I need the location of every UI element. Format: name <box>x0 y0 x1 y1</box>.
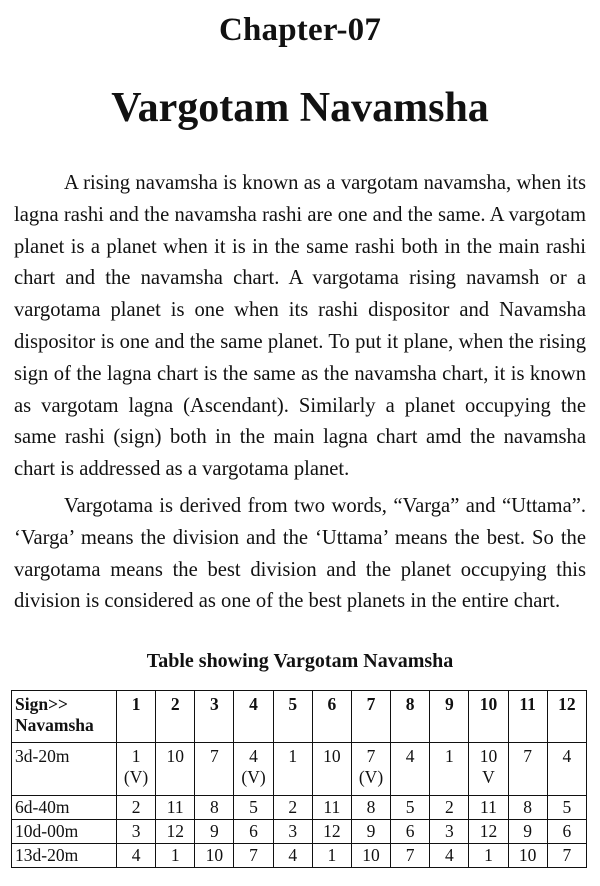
page-title: Vargotam Navamsha <box>111 85 489 131</box>
table-cell: 7 <box>547 844 586 868</box>
chapter-heading: Chapter-07 <box>218 12 382 48</box>
table-cell: 5 <box>547 796 586 820</box>
cell-value: 7 <box>523 746 533 766</box>
table-cell: 3 <box>117 820 156 844</box>
table-row <box>12 796 587 820</box>
table-cell <box>273 743 312 796</box>
cell-value: 4 <box>405 746 415 766</box>
table-cell <box>469 743 508 796</box>
cell-value: 1 <box>288 746 298 766</box>
cell-value: 10 <box>479 746 498 766</box>
table-cell: 4 <box>430 844 469 868</box>
table-cell: 6 <box>391 820 430 844</box>
table-cell: 12 <box>156 820 195 844</box>
paragraph-2: Vargotama is derived from two words, “Varga” and “Uttama”. ‘Varga’ means the division and the ‘Uttama’ means the best. So the vargotama means the best division and the planet occupying this division is considered as one of the best planets in the entire chart. <box>14 495 586 613</box>
table-cell <box>156 743 195 796</box>
column-header: 2 <box>156 691 195 743</box>
table-cell: 2 <box>430 796 469 820</box>
column-header: 7 <box>351 691 390 743</box>
table-cell <box>234 743 273 796</box>
table-cell <box>117 743 156 796</box>
table-cell <box>351 743 390 796</box>
row-label: 13d-20m <box>12 844 117 868</box>
navamsha-header-label: Navamsha <box>15 715 94 735</box>
cell-value: 10 <box>166 746 184 766</box>
cell-value: 1 <box>444 746 454 766</box>
table-cell: 9 <box>351 820 390 844</box>
table-cell: 11 <box>312 796 351 820</box>
column-header: 9 <box>430 691 469 743</box>
table-cell: 12 <box>312 820 351 844</box>
table-cell <box>547 743 586 796</box>
table-cell: 9 <box>508 820 547 844</box>
table-cell: 5 <box>391 796 430 820</box>
table-cell: 10 <box>195 844 234 868</box>
table-cell <box>430 743 469 796</box>
table-cell <box>508 743 547 796</box>
column-header: 6 <box>312 691 351 743</box>
table-cell: 9 <box>195 820 234 844</box>
sign-navamsha-header <box>12 691 117 743</box>
vargotam-mark: (V) <box>358 767 384 787</box>
vargotam-mark: (V) <box>123 767 149 787</box>
column-header: 11 <box>508 691 547 743</box>
cell-value: 1 <box>131 746 141 766</box>
table-cell <box>195 743 234 796</box>
table-cell: 2 <box>117 796 156 820</box>
vargotam-mark: V <box>482 767 495 787</box>
paragraph-1: A rising navamsha is known as a vargotam navamsha, when its lagna rashi and the navamsha rashi are one and the same. A vargotam planet is a planet when it is in the same rashi both in the main rashi chart and the navamsha chart. A vargotama rising navamsh or a vargotama planet is one when its rashi dispositor and Navamsha dispositor is one and the same planet. To put it plane, when the rising sign of the lagna chart is the same as the navamsha chart, it is known as vargotam lagna (Ascendant). Similarly a planet occupying the same rashi (sign) both in the main lagna chart amd the navamsha chart is addressed as a vargotama planet. <box>14 172 586 481</box>
table-cell: 4 <box>273 844 312 868</box>
table-cell: 8 <box>508 796 547 820</box>
column-header: 10 <box>469 691 508 743</box>
column-header: 3 <box>195 691 234 743</box>
table-cell: 11 <box>469 796 508 820</box>
cell-value: 4 <box>562 746 572 766</box>
table-cell: 6 <box>547 820 586 844</box>
table-cell: 1 <box>312 844 351 868</box>
table-caption: Table showing Vargotam Navamsha <box>146 650 454 672</box>
table-cell: 10 <box>508 844 547 868</box>
table-row <box>12 844 587 868</box>
table-cell: 1 <box>156 844 195 868</box>
row-label: 10d-00m <box>12 820 117 844</box>
column-header: 12 <box>547 691 586 743</box>
table-cell: 8 <box>195 796 234 820</box>
table-cell: 10 <box>351 844 390 868</box>
table-cell: 12 <box>469 820 508 844</box>
table-cell <box>391 743 430 796</box>
table-row <box>12 820 587 844</box>
table-cell: 1 <box>469 844 508 868</box>
cell-value: 4 <box>249 746 258 766</box>
vargotam-table <box>11 690 587 868</box>
row-label: 3d-20m <box>12 743 117 796</box>
cell-value: 7 <box>210 746 219 766</box>
table-cell: 5 <box>234 796 273 820</box>
column-header: 4 <box>234 691 273 743</box>
table-row <box>12 743 587 796</box>
sign-header-label: Sign>> <box>15 694 69 714</box>
table-cell: 6 <box>234 820 273 844</box>
table-cell: 4 <box>117 844 156 868</box>
table-cell: 3 <box>430 820 469 844</box>
cell-value: 10 <box>323 746 341 766</box>
column-header: 1 <box>117 691 156 743</box>
table-cell: 7 <box>234 844 273 868</box>
table-cell: 3 <box>273 820 312 844</box>
table-cell: 8 <box>351 796 390 820</box>
table-cell <box>312 743 351 796</box>
column-header: 8 <box>391 691 430 743</box>
row-label: 6d-40m <box>12 796 117 820</box>
table-header-row <box>12 691 587 743</box>
table-cell: 7 <box>391 844 430 868</box>
cell-value: 7 <box>366 746 376 766</box>
column-header: 5 <box>273 691 312 743</box>
table-cell: 11 <box>156 796 195 820</box>
table-cell: 2 <box>273 796 312 820</box>
vargotam-mark: (V) <box>241 767 266 787</box>
